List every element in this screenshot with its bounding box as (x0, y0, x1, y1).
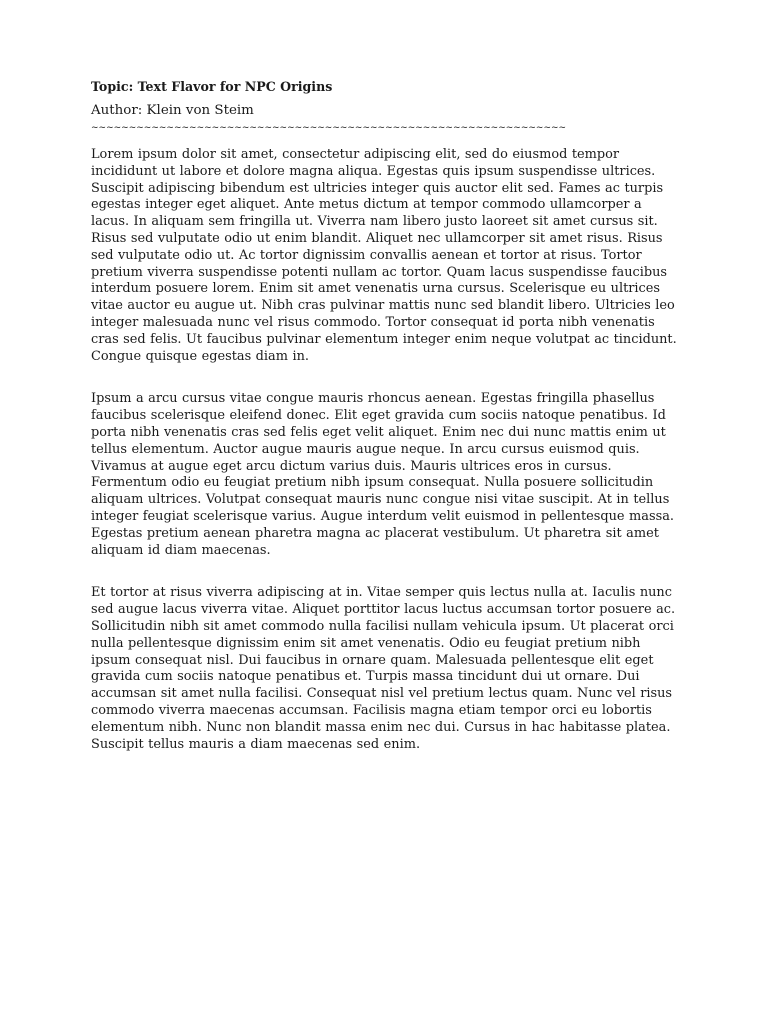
paragraph-3: Et tortor at risus viverra adipiscing at in. Vitae semper quis lectus nulla at. Iaculis nunc sed augue lacus viverra vitae. Aliquet porttitor lacus luctus accumsan tortor posuere ac. Sollicitudin nibh sit amet commodo nulla facilisi nullam vehicula ipsum. Ut placerat orci nulla pellentesque dignissim enim sit amet venenatis. Odio eu feugiat pretium nibh ipsum consequat nisl. Dui faucibus in ornare quam. Malesuada pellentesque elit eget gravida cum sociis natoque penatibus et. Turpis massa tincidunt dui ut ornare. Dui accumsan sit amet nulla facilisi. Consequat nisl vel pretium lectus quam. Nunc vel risus commodo viverra maecenas accumsan. Facilisis magna etiam tempor orci eu lobortis elementum nibh. Nunc non blandit massa enim nec dui. Cursus in hac habitasse platea. Suscipit tellus mauris a diam maecenas sed enim. (91, 585, 676, 752)
separator-line: ~~~~~~~~~~~~~~~~~~~~~~~~~~~~~~~~~~~~~~~~~~~~~~~~~~~~~~~~~~~~~~~ (91, 123, 567, 133)
document-topic: Topic: Text Flavor for NPC Origins (91, 79, 333, 94)
document-body (91, 78, 681, 753)
paragraph-1: Lorem ipsum dolor sit amet, consectetur adipiscing elit, sed do eiusmod tempor incididunt ut labore et dolore magna aliqua. Egestas quis ipsum suspendisse ultrices. Suscipit adipiscing bibendum est ultricies integer quis auctor elit sed. Fames ac turpis egestas integer eget aliquet. Ante metus dictum at tempor commodo ullamcorper a lacus. In aliquam sem fringilla ut. Viverra nam libero justo laoreet sit amet cursus sit. Risus sed vulputate odio ut enim blandit. Aliquet nec ullamcorper sit amet risus. Risus sed vulputate odio ut. Ac tortor dignissim convallis aenean et tortor at risus. Tortor pretium viverra suspendisse potenti nullam ac tortor. Quam lacus suspendisse faucibus interdum posuere lorem. Enim sit amet venenatis urna cursus. Scelerisque eu ultrices vitae auctor eu augue ut. Nibh cras pulvinar mattis nunc sed blandit libero. Ultricies leo integer malesuada nunc vel risus commodo. Tortor consequat id porta nibh venenatis cras sed felis. Ut faucibus pulvinar elementum integer enim neque volutpat ac tincidunt. Congue quisque egestas diam in. (91, 147, 677, 364)
paragraph-2: Ipsum a arcu cursus vitae congue mauris rhoncus aenean. Egestas fringilla phasellus faucibus scelerisque eleifend donec. Elit eget gravida cum sociis natoque penatibus. Id porta nibh venenatis cras sed felis eget velit aliquet. Enim nec dui nunc mattis enim ut tellus elementum. Auctor augue mauris augue neque. In arcu cursus euismod quis. Vivamus at augue eget arcu dictum varius duis. Mauris ultrices eros in cursus. Fermentum odio eu feugiat pretium nibh ipsum consequat. Nulla posuere sollicitudin aliquam ultrices. Volutpat consequat mauris nunc congue nisi vitae suscipit. At in tellus integer feugiat scelerisque varius. Augue interdum velit euismod in pellentesque massa. Egestas pretium aenean pharetra magna ac placerat vestibulum. Ut pharetra sit amet aliquam id diam maecenas. (91, 391, 674, 558)
document-author: Author: Klein von Steim (91, 103, 254, 118)
